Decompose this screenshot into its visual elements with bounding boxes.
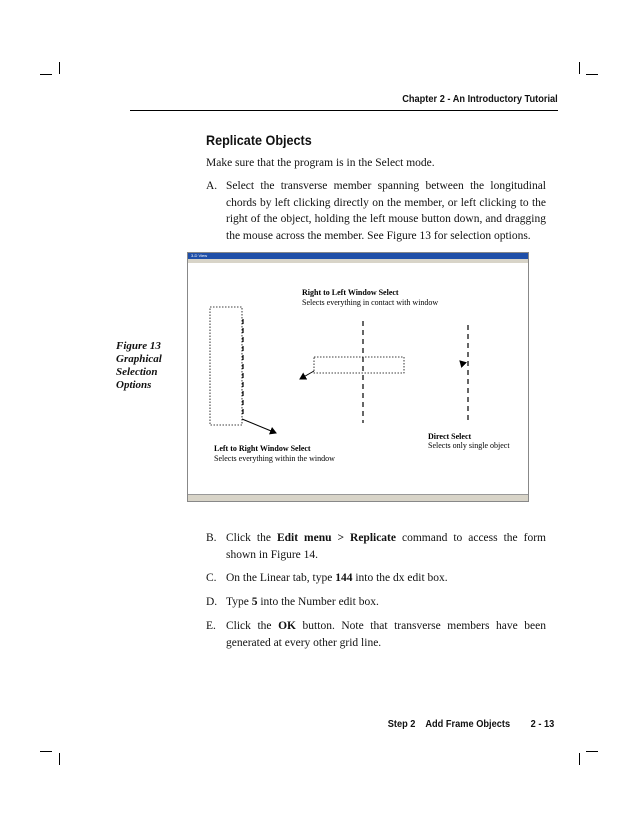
- step-d: [206, 594, 546, 611]
- direct-title: Direct Select: [428, 432, 472, 441]
- caption-line: Figure 13: [116, 340, 161, 352]
- step-segment: Type: [226, 596, 252, 608]
- window-statusbar: [188, 494, 528, 501]
- step-segment: Click the: [226, 532, 277, 544]
- window-title: 3-D View: [191, 253, 208, 258]
- crop-mark: [586, 74, 598, 75]
- step-b: [206, 530, 546, 563]
- caption-line: Selection: [116, 366, 158, 378]
- step-segment: Click the: [226, 620, 279, 632]
- step-letter: D.: [206, 596, 218, 608]
- step-letter: E.: [206, 620, 216, 632]
- footer-page: 2 - 13: [530, 718, 554, 730]
- running-footer: [387, 718, 554, 730]
- step-text: [226, 594, 546, 611]
- header-rule: [130, 110, 558, 111]
- step-c: [206, 570, 546, 587]
- step-segment: into the Number edit box.: [257, 596, 379, 608]
- step-letter: B.: [206, 532, 217, 544]
- crop-mark: [59, 753, 60, 765]
- crop-mark: [579, 62, 580, 74]
- intro-paragraph: Make sure that the program is in the Select mode.: [206, 157, 435, 169]
- ltr-window-box: [210, 307, 242, 425]
- caption-line: Graphical: [116, 353, 162, 365]
- crop-mark: [59, 62, 60, 74]
- step-letter: A.: [206, 180, 218, 192]
- ltr-title: Left to Right Window Select: [214, 444, 311, 453]
- crop-mark: [40, 751, 52, 752]
- step-segment: 5: [251, 596, 258, 608]
- section-title: Replicate Objects: [206, 132, 312, 148]
- step-e: [206, 618, 546, 651]
- rtl-window-box: [314, 357, 404, 373]
- step-a: [206, 178, 546, 244]
- crop-mark: [586, 751, 598, 752]
- step-segment: OK: [278, 620, 296, 632]
- crop-mark: [40, 74, 52, 75]
- direct-arrow: [460, 361, 464, 365]
- footer-step: Step 2 Add Frame Objects: [387, 718, 510, 730]
- step-segment: into the dx edit box.: [352, 572, 448, 584]
- rtl-arrow: [300, 371, 314, 379]
- step-segment: On the Linear tab, type: [226, 572, 336, 584]
- rtl-title: Right to Left Window Select: [302, 288, 399, 297]
- crop-mark: [579, 753, 580, 765]
- running-header: Chapter 2 - An Introductory Tutorial: [402, 93, 558, 105]
- step-segment: Select the transverse member spanning between the longitudinal chords by left clicking directly on the member, or left clicking to the right of the object, holding the left mouse button down, and dragging the mouse across the member. See Figure 13 for selection options.: [226, 180, 546, 242]
- step-segment: button. Note that transverse members have been generated at every other grid line.: [226, 620, 546, 649]
- step-segment: 144: [335, 572, 353, 584]
- step-segment: command to access the form shown in Figure 14.: [226, 532, 546, 561]
- step-text: [226, 618, 546, 651]
- ltr-arrow: [242, 419, 276, 433]
- ltr-desc: Selects everything within the window: [214, 454, 335, 463]
- step-text: [226, 178, 546, 244]
- figure-screenshot: [187, 252, 529, 502]
- figure-caption: [116, 340, 186, 392]
- rtl-desc: Selects everything in contact with window: [302, 298, 439, 307]
- step-text: [226, 570, 546, 587]
- step-text: [226, 530, 546, 563]
- step-letter: C.: [206, 572, 217, 584]
- step-segment: Edit menu > Replicate: [276, 532, 396, 544]
- selection-diagram: [188, 253, 528, 501]
- direct-desc: Selects only single object: [428, 441, 510, 450]
- caption-line: Options: [116, 379, 152, 391]
